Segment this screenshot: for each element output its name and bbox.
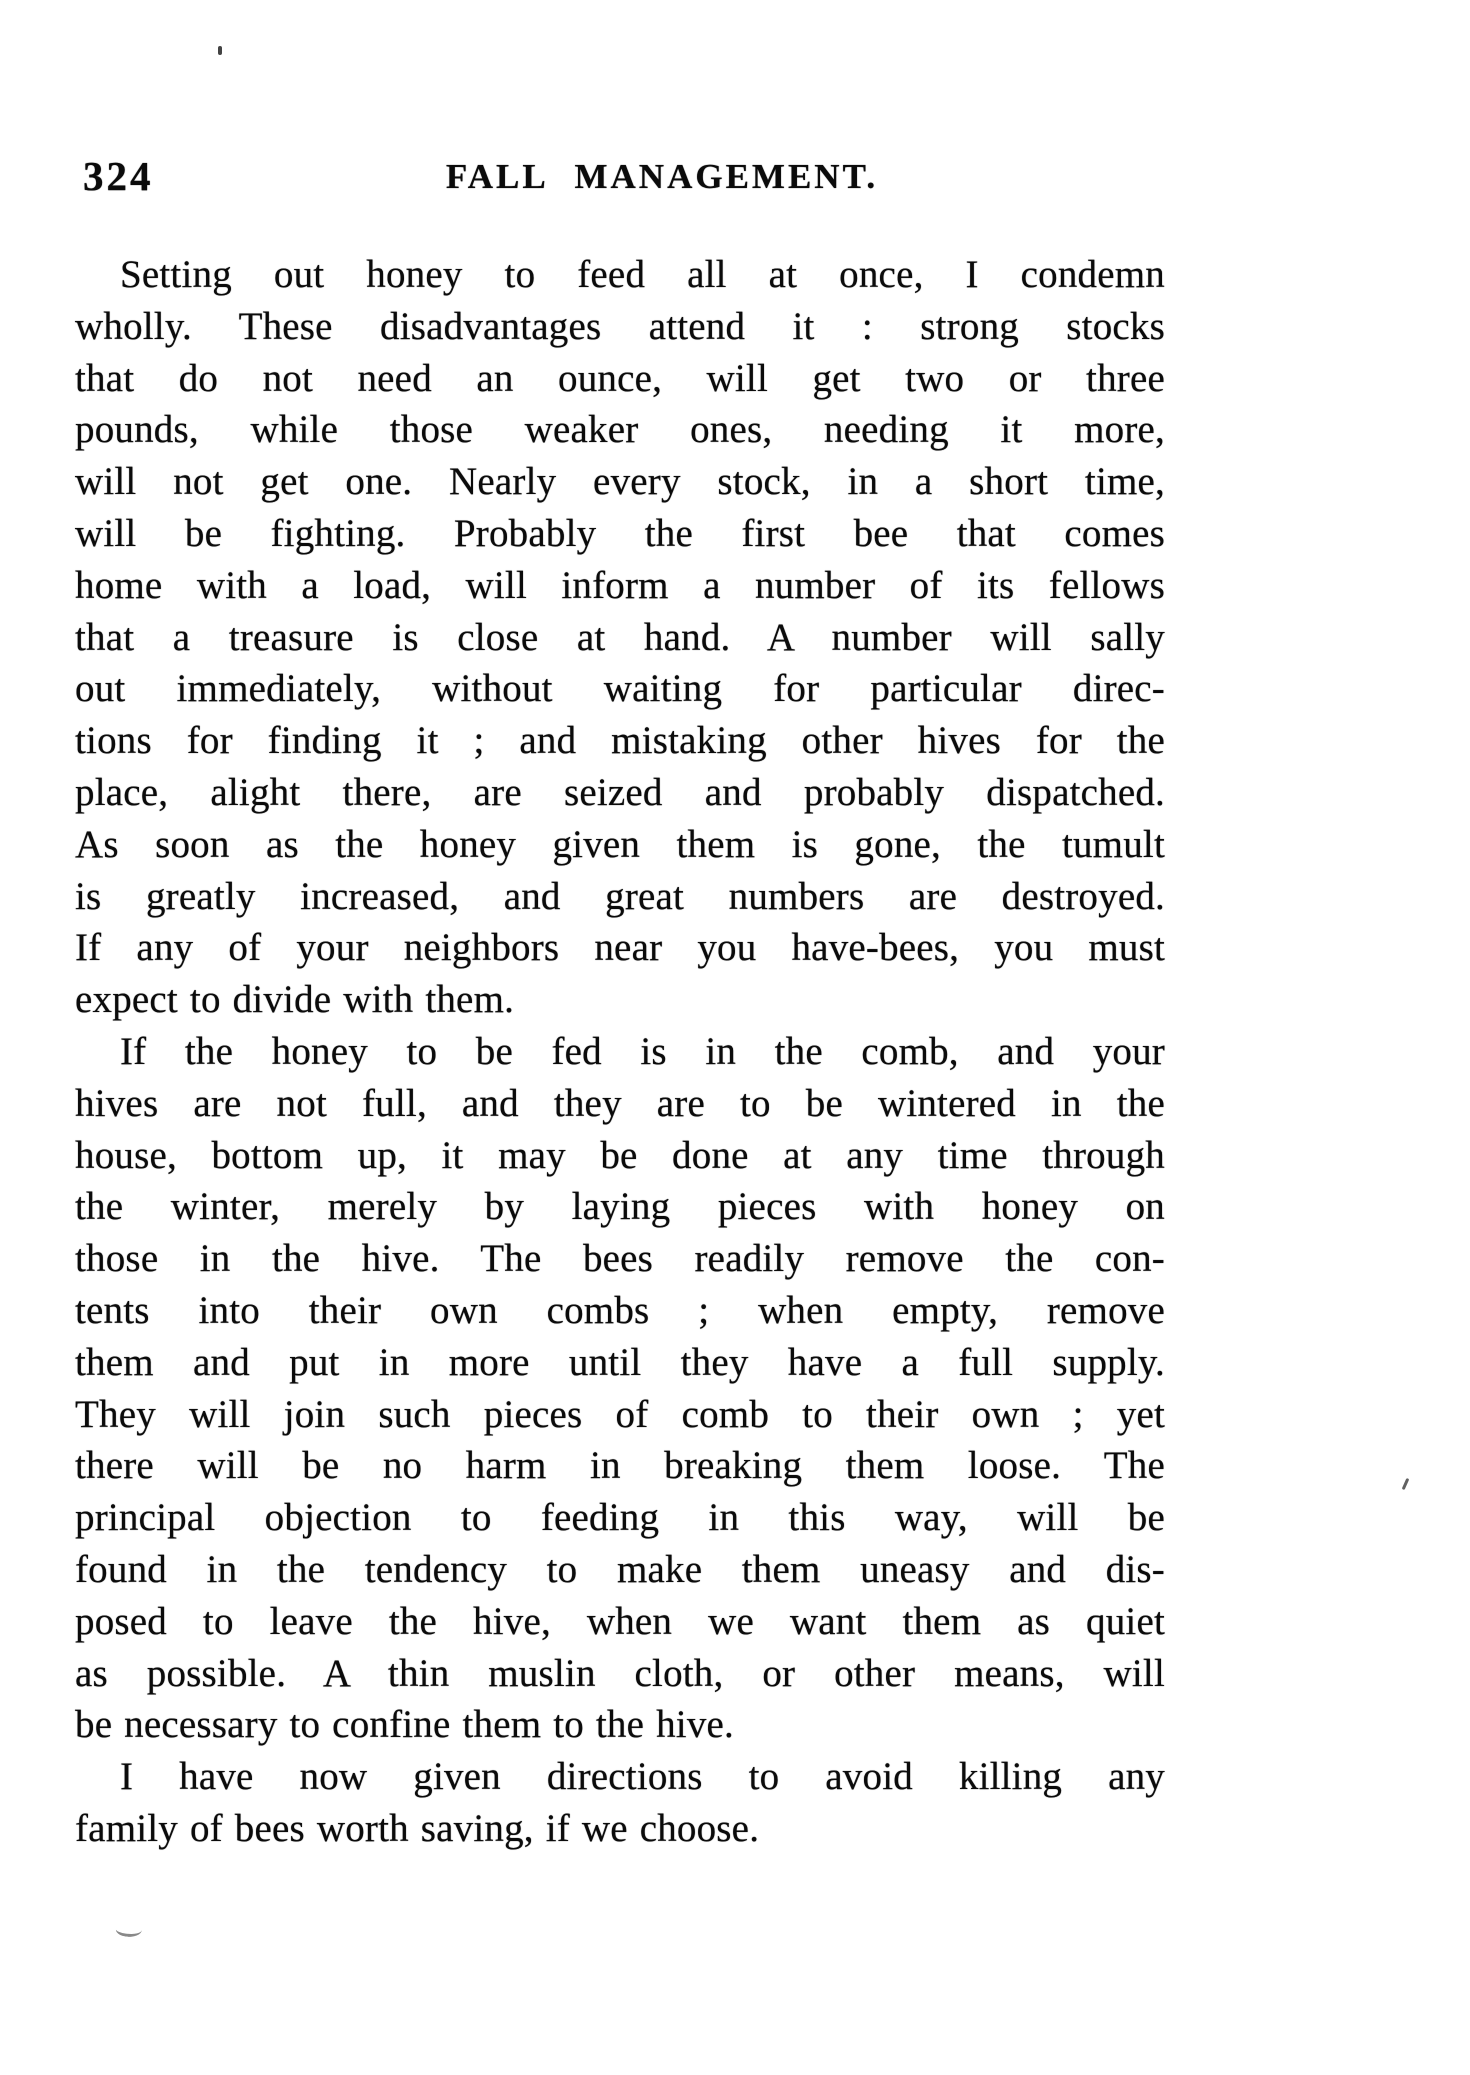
text-line: They will join such pieces of comb to their own ; yet	[75, 1392, 1165, 1436]
text-line: found in the tendency to make them uneasy and dis-	[75, 1547, 1165, 1591]
text-line: pounds, while those weaker ones, needing it more,	[75, 408, 1165, 452]
text-line: be necessary to confine them to the hive.	[75, 1703, 734, 1747]
running-header: FALL MANAGEMENT.	[445, 157, 879, 196]
text-line: Setting out honey to feed all at once, I condemn	[120, 253, 1165, 296]
text-line: will be fighting. Probably the first bee that comes	[75, 511, 1165, 555]
scan-artifact-speck	[218, 46, 222, 55]
text-line: that do not need an ounce, will get two or three	[75, 356, 1165, 400]
text-line: is greatly increased, and great numbers are destroyed.	[75, 874, 1165, 918]
scan-artifact-tick	[1402, 1478, 1410, 1490]
text-line: house, bottom up, it may be done at any time through	[75, 1133, 1165, 1177]
text-line: those in the hive. The bees readily remove the con-	[75, 1237, 1165, 1281]
text-line: tents into their own combs ; when empty, remove	[75, 1288, 1165, 1332]
text-line: home with a load, will inform a number of its fellows	[75, 563, 1165, 607]
scan-artifact-squiggle	[115, 1920, 143, 1938]
text-line: as possible. A thin muslin cloth, or other means, will	[75, 1651, 1165, 1695]
text-line: As soon as the honey given them is gone, the tumult	[75, 822, 1165, 866]
text-line: I have now given directions to avoid killing any	[120, 1755, 1165, 1799]
text-line: them and put in more until they have a full supply.	[75, 1340, 1165, 1384]
text-line: principal objection to feeding in this way, will be	[75, 1496, 1165, 1540]
text-line: hives are not full, and they are to be wintered in the	[75, 1081, 1165, 1125]
text-line: there will be no harm in breaking them loose. The	[75, 1444, 1165, 1488]
text-line: If the honey to be fed is in the comb, and your	[120, 1029, 1165, 1073]
text-line: will not get one. Nearly every stock, in a short time,	[75, 460, 1165, 504]
text-line: out immediately, without waiting for particular direc-	[75, 667, 1165, 711]
text-line: posed to leave the hive, when we want them as quiet	[75, 1599, 1165, 1643]
text-line: family of bees worth saving, if we choose.	[75, 1806, 760, 1850]
text-line: place, alight there, are seized and probably dispatched.	[75, 770, 1165, 814]
text-line: the winter, merely by laying pieces with honey on	[75, 1185, 1165, 1229]
text-line: If any of your neighbors near you have-bees, you must	[75, 926, 1165, 970]
text-line: expect to divide with them.	[75, 978, 515, 1022]
page-body	[75, 249, 1165, 1855]
text-line: tions for finding it ; and mistaking other hives for the	[75, 719, 1165, 763]
text-line: that a treasure is close at hand. A number will sally	[75, 615, 1165, 659]
page-number: 324	[83, 153, 154, 199]
text-line: wholly. These disadvantages attend it : strong stocks	[75, 304, 1165, 348]
page-header	[75, 150, 1165, 202]
